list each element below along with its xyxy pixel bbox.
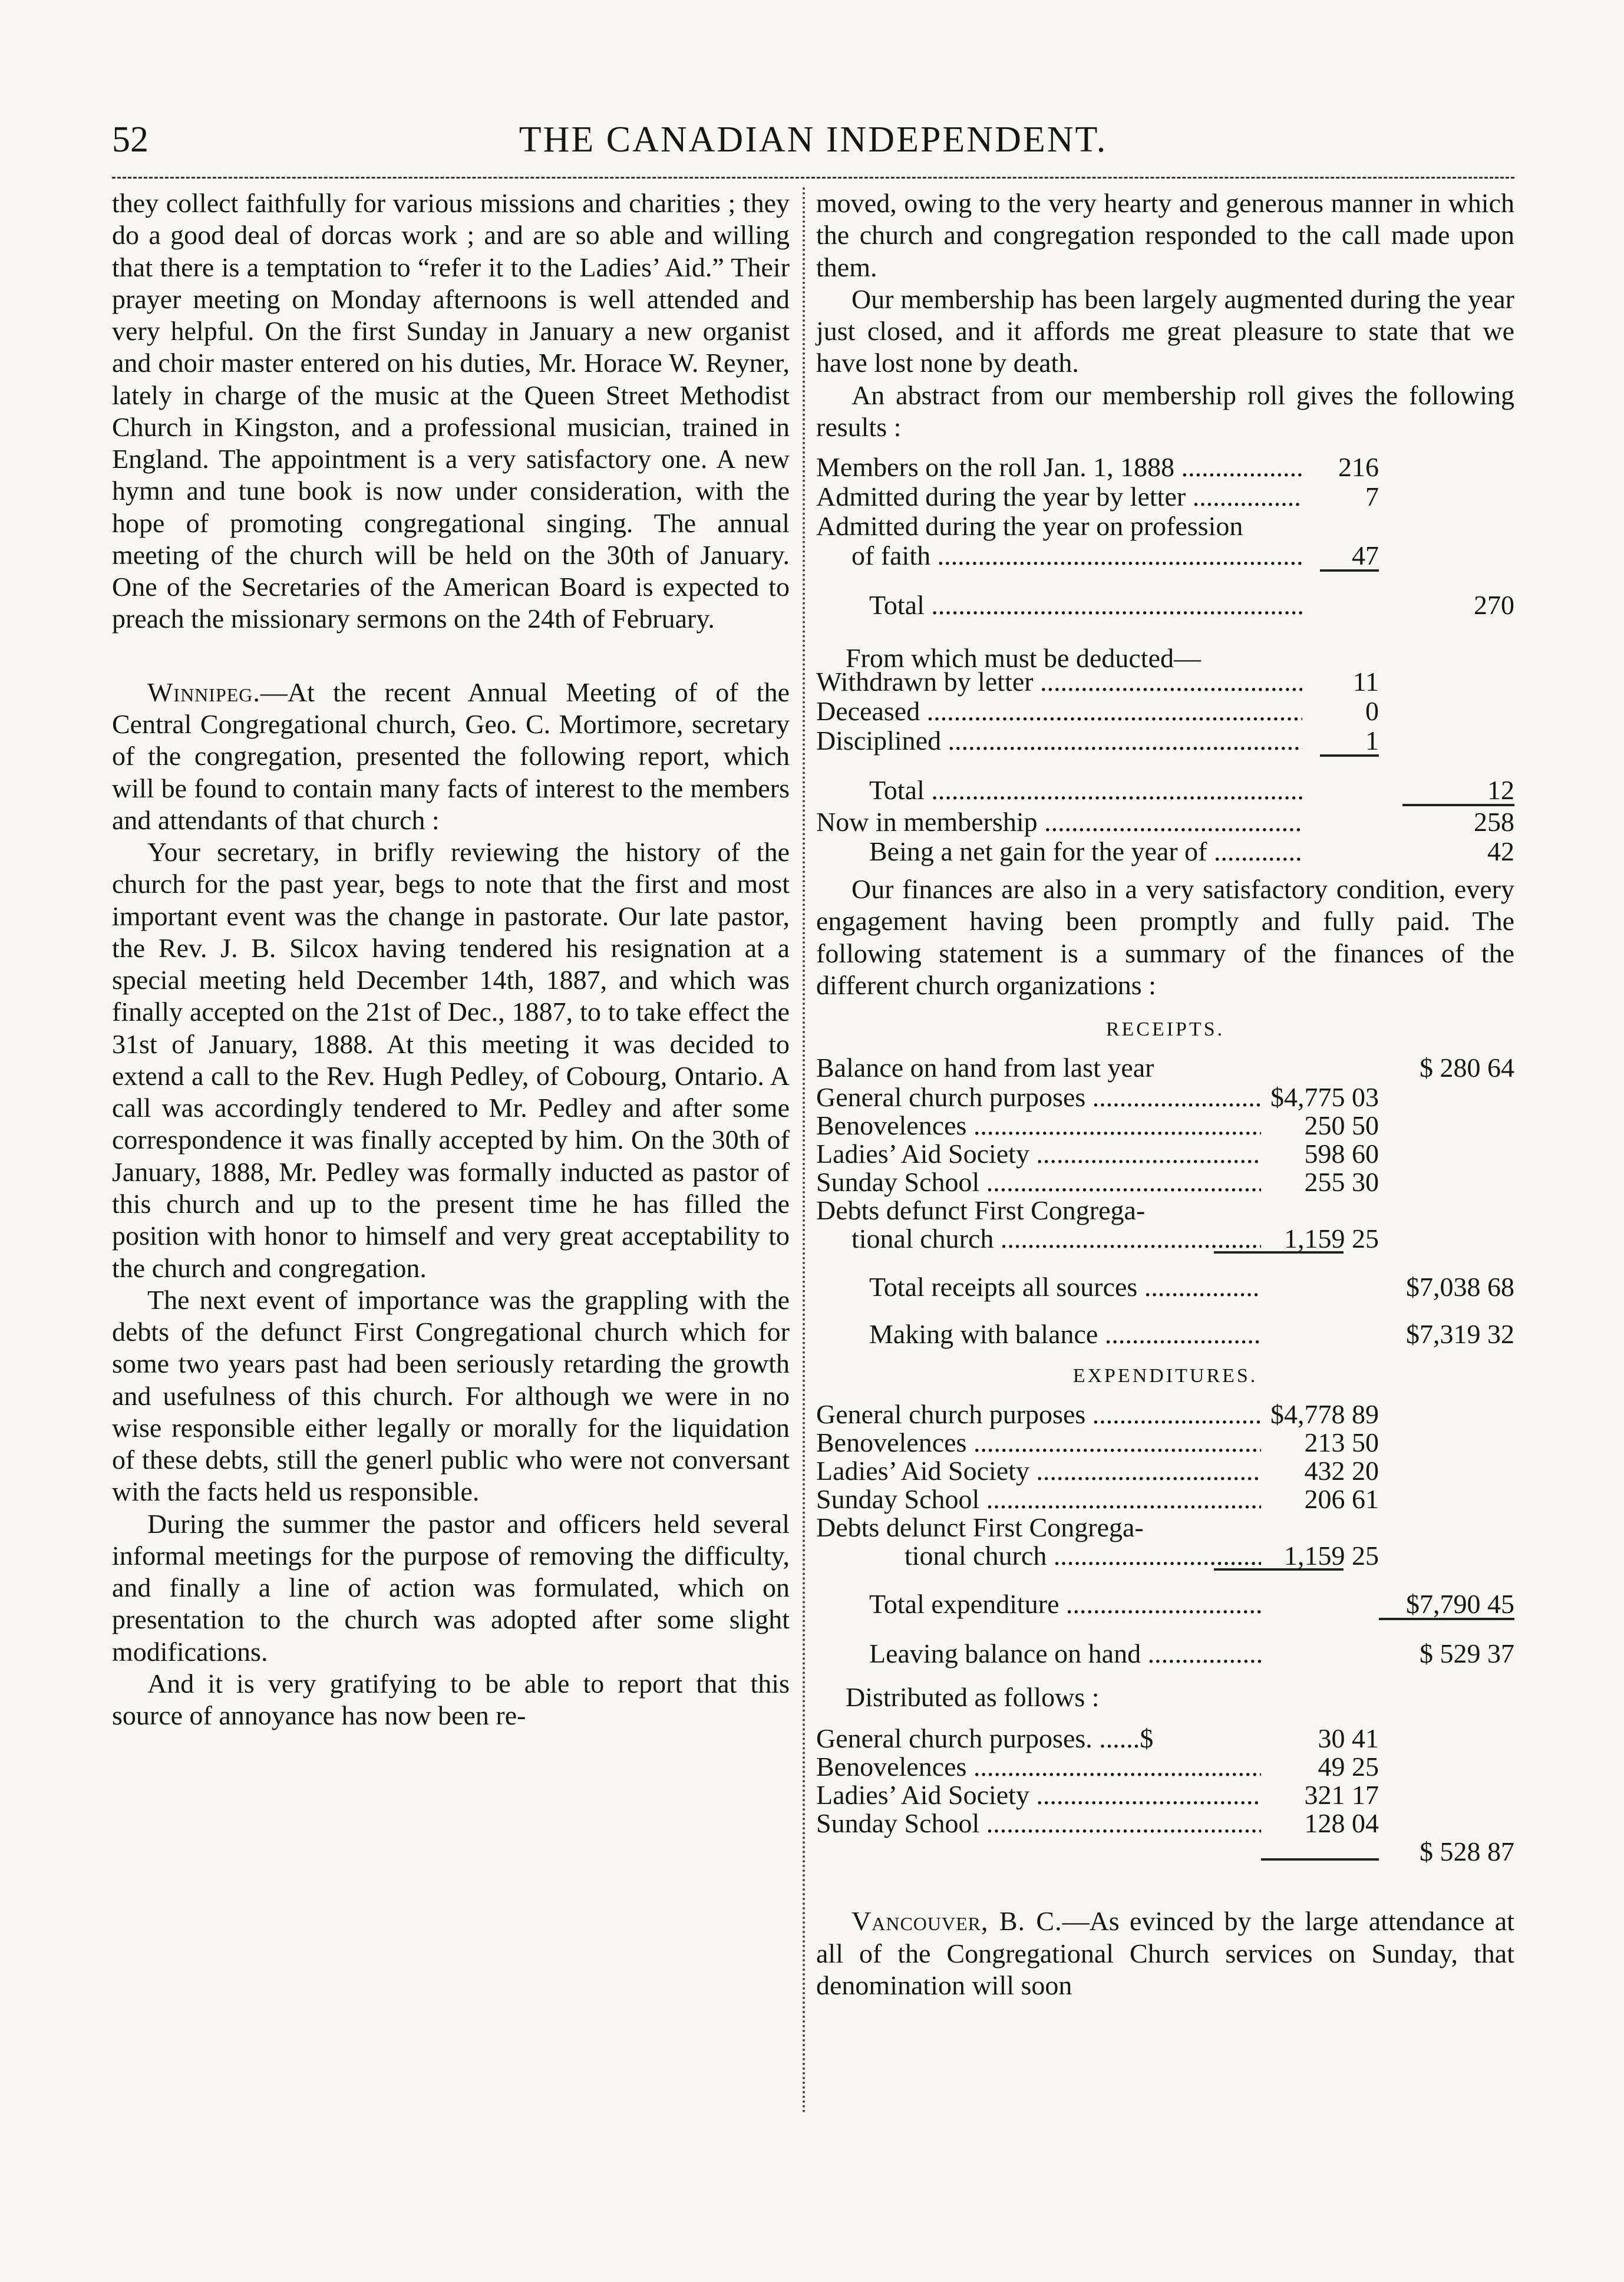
row-label: Ladies’ Aid Society ..... (816, 1455, 1261, 1487)
row-value: 432 20 (1304, 1456, 1379, 1486)
total-row (816, 836, 1514, 865)
total-row (816, 1588, 1514, 1618)
table-row (816, 451, 1514, 481)
membership-table (816, 451, 1514, 865)
row-label: Deceased ..... (816, 695, 1302, 727)
table-row (816, 1052, 1514, 1081)
distributed-heading: Distributed as follows : (846, 1682, 1100, 1713)
row-label: Making with balance ..... (816, 1318, 1261, 1350)
page-number: 52 (112, 120, 148, 160)
table-row (816, 1223, 1514, 1254)
paragraph: Our membership has been largely augmented during the year just closed, and it affords me great pleasure to state that we have lost none by death. (816, 283, 1514, 378)
row-label: Total ..... (816, 774, 1302, 806)
row-label: Total ..... (816, 589, 1302, 621)
row-value: 7 (1365, 482, 1379, 512)
row-label: Debts defunct First Congrega- (816, 1195, 1146, 1226)
row-label: General church purposes ..... (816, 1081, 1261, 1113)
row-label: Benovelences ..... (816, 1751, 1261, 1783)
distribution-table (816, 1676, 1514, 1867)
row-value: $4,778 89 (1270, 1399, 1379, 1430)
winnipeg-lead: Winnipeg. (147, 677, 260, 707)
row-value: $4,775 03 (1270, 1082, 1379, 1113)
paragraph-text: —As evinced by the large attendance at all of the Congregational Church services on Sunday, that denomination will soon (816, 1906, 1514, 2000)
row-label: Debts delunct First Congrega- (816, 1512, 1144, 1543)
table-row (816, 1751, 1514, 1782)
table-row (816, 1166, 1514, 1198)
table-row (816, 1512, 1514, 1543)
sum-rule (1261, 1843, 1379, 1861)
table-row (816, 1540, 1514, 1571)
row-value: 216 (1338, 452, 1379, 483)
row-value: 270 (1474, 590, 1514, 621)
paragraph: Your secretary, in brifly reviewing the history of the church for the past year, begs to note that the first and most important event was the change in pastorate. Our late pastor, the Rev. J. B. Silcox having tendered his resignation at a special meeting held December 14th, 1887, and which was finally accepted on the 21st of Dec., 1887, to to take effect the 31st of January, 1888. At this meeting it was decided to extend a call to the Rev. Hugh Pedley, of Cobourg, Ontario. A call was accordingly tendered to Mr. Pedley and after some correspondence it was finally accepted by him. On the 30th of January, 1888, Mr. Pedley was formally inducted as pastor of this church and up to the present time he has filled the position with honor to himself and very great acceptability to the church and congregation. (112, 837, 790, 1283)
subheading (816, 1676, 1514, 1713)
row-value: 1 (1365, 726, 1379, 756)
table-row (816, 1399, 1514, 1430)
row-label: tional church ..... (816, 1540, 1261, 1572)
row-value: $ 528 87 (1420, 1836, 1514, 1867)
table-row (816, 481, 1514, 510)
row-value: $7,790 45 (1406, 1589, 1514, 1620)
table-row (816, 1427, 1514, 1458)
total-row (816, 1271, 1514, 1301)
row-value: 128 04 (1304, 1808, 1379, 1839)
table-row (816, 725, 1514, 754)
expenditures-table (816, 1399, 1514, 1667)
journal-title: THE CANADIAN INDEPENDENT. (519, 120, 1108, 160)
row-label: Sunday School ..... (816, 1166, 1261, 1198)
table-row (816, 510, 1514, 540)
row-value: 213 50 (1304, 1427, 1379, 1458)
row-value: 598 60 (1304, 1139, 1379, 1169)
row-label: Benovelences ..... (816, 1427, 1261, 1459)
row-value: 258 (1474, 807, 1514, 837)
paragraph-text: —At the recent Annual Meeting of of the Central Congregational church, Geo. C. Mortimore, secretary of the congregation, presented the following report, which will be found to contain many facts of interest to the members and attendants of that church : (112, 677, 790, 835)
paragraph: And it is very gratifying to be able to report that this source of annoyance has now been re- (112, 1668, 790, 1731)
table-row (816, 1483, 1514, 1515)
page-header (112, 112, 1514, 171)
row-value: 206 61 (1304, 1484, 1379, 1515)
total-row (816, 774, 1514, 804)
row-value: 1,159 25 (1284, 1541, 1379, 1571)
row-value: 321 17 (1304, 1780, 1379, 1811)
row-label: Now in membership ..... (816, 806, 1302, 838)
row-label: Total expenditure ..... (816, 1588, 1261, 1620)
column-divider (803, 187, 805, 2115)
table-row (816, 1110, 1514, 1141)
table-row (816, 540, 1514, 569)
header-rule (112, 177, 1514, 179)
row-label: Admitted during the year by letter ..... (816, 481, 1302, 513)
row-value: $ 529 37 (1420, 1638, 1514, 1669)
row-value: $7,319 32 (1406, 1319, 1514, 1350)
row-value: 42 (1487, 836, 1514, 867)
row-label: Ladies’ Aid Society ..... (816, 1138, 1261, 1170)
row-value: $7,038 68 (1406, 1272, 1514, 1302)
deduct-heading: From which must be deducted— (846, 643, 1202, 674)
total-row (816, 1836, 1514, 1867)
paragraph: An abstract from our membership roll gives the following results : (816, 380, 1514, 442)
left-column (112, 187, 790, 1732)
row-label: of faith ..... (816, 540, 1302, 572)
row-label: Sunday School ..... (816, 1808, 1261, 1839)
row-label: Being a net gain for the year of ..... (816, 836, 1302, 868)
row-value: 47 (1352, 540, 1379, 571)
row-label: Withdrawn by letter ..... (816, 666, 1302, 698)
vancouver-paragraph (816, 1905, 1514, 2001)
paragraph: they collect faithfully for various missions and charities ; they do a good deal of dorcas work ; and are so able and willing that there is a temptation to “refer it to the Ladies’ Aid.” Their prayer meeting on Monday afternoons is well attended and very helpful. On the first Sunday in January a new organist and choir master entered on his duties, Mr. Horace W. Reyner, lately in charge of the music at the Queen Street Methodist Church in Kingston, and a professional musician, trained in England. The appointment is a very satisfactory one. A new hymn and tune book is now under consideration, with the hope of promoting congregational singing. The annual meeting of the church will be held on the 30th of January. One of the Secretaries of the American Board is expected to preach the missionary sermons on the 24th of February. (112, 188, 790, 634)
row-value: 0 (1365, 696, 1379, 727)
subheading (816, 637, 1514, 674)
row-label: Members on the roll Jan. 1, 1888 ..... (816, 451, 1302, 483)
total-row (816, 589, 1514, 619)
table-row (816, 1081, 1514, 1113)
table-row (816, 695, 1514, 725)
right-column (816, 187, 1514, 2001)
table-row (816, 1808, 1514, 1839)
row-label: Ladies’ Aid Society ..... (816, 1779, 1261, 1811)
row-label: Balance on hand from last year (816, 1053, 1154, 1083)
total-row (816, 1318, 1514, 1348)
row-label: Total receipts all sources ..... (816, 1271, 1261, 1303)
row-label: Sunday School ..... (816, 1483, 1261, 1515)
row-value: 250 50 (1304, 1110, 1379, 1141)
vancouver-lead: Vancouver, B. C. (851, 1906, 1062, 1937)
total-row (816, 806, 1514, 836)
paragraph: During the summer the pastor and officers held several informal meetings for the purpose of removing the difficulty, and finally a line of action was formulated, which on presentation to the church was adopted after some slight modifications. (112, 1508, 790, 1667)
row-label: tional church ..... (816, 1223, 1261, 1255)
row-value: 12 (1487, 775, 1514, 806)
paragraph: moved, owing to the very hearty and generous manner in which the church and congregation responded to the call made upon them. (816, 188, 1514, 282)
table-row (816, 1455, 1514, 1486)
table-row (816, 1195, 1514, 1226)
paragraph: The next event of importance was the grappling with the debts of the defunct First Congregational church which for some two years past had been seriously retarding the growth and usefulness of this church. For although we were in no wise responsible either legally or morally for the liquidation of these debts, still the generl public who were not conversant with the facts held us responsible. (112, 1284, 790, 1507)
row-value: 49 25 (1318, 1752, 1379, 1782)
row-label: Leaving balance on hand ..... (816, 1638, 1261, 1670)
row-value: 255 30 (1304, 1167, 1379, 1198)
row-value: 11 (1352, 667, 1379, 697)
row-label: Benovelences ..... (816, 1110, 1261, 1142)
winnipeg-paragraph (112, 677, 790, 836)
table-row (816, 666, 1514, 695)
receipts-table (816, 1052, 1514, 1348)
row-label: General church purposes ..... (816, 1399, 1261, 1430)
paragraph: Our finances are also in a very satisfactory condition, every engagement having been promptly and fully paid. The following statement is a summary of the finances of the different church organizations : (816, 874, 1514, 1000)
row-value: $ 280 64 (1420, 1053, 1514, 1083)
row-label: Disciplined ..... (816, 725, 1302, 757)
expenditures-heading: EXPENDITURES. (1072, 1365, 1258, 1387)
table-row (816, 1779, 1514, 1811)
table-row (816, 1723, 1514, 1754)
row-label: Admitted during the year on profession (816, 511, 1243, 542)
total-row (816, 1638, 1514, 1667)
row-value: 1,159 25 (1284, 1224, 1379, 1254)
receipts-heading: RECEIPTS. (1105, 1018, 1225, 1041)
row-label: General church purposes. ......$ (816, 1723, 1154, 1754)
table-row (816, 1138, 1514, 1169)
row-value: 30 41 (1318, 1723, 1379, 1754)
